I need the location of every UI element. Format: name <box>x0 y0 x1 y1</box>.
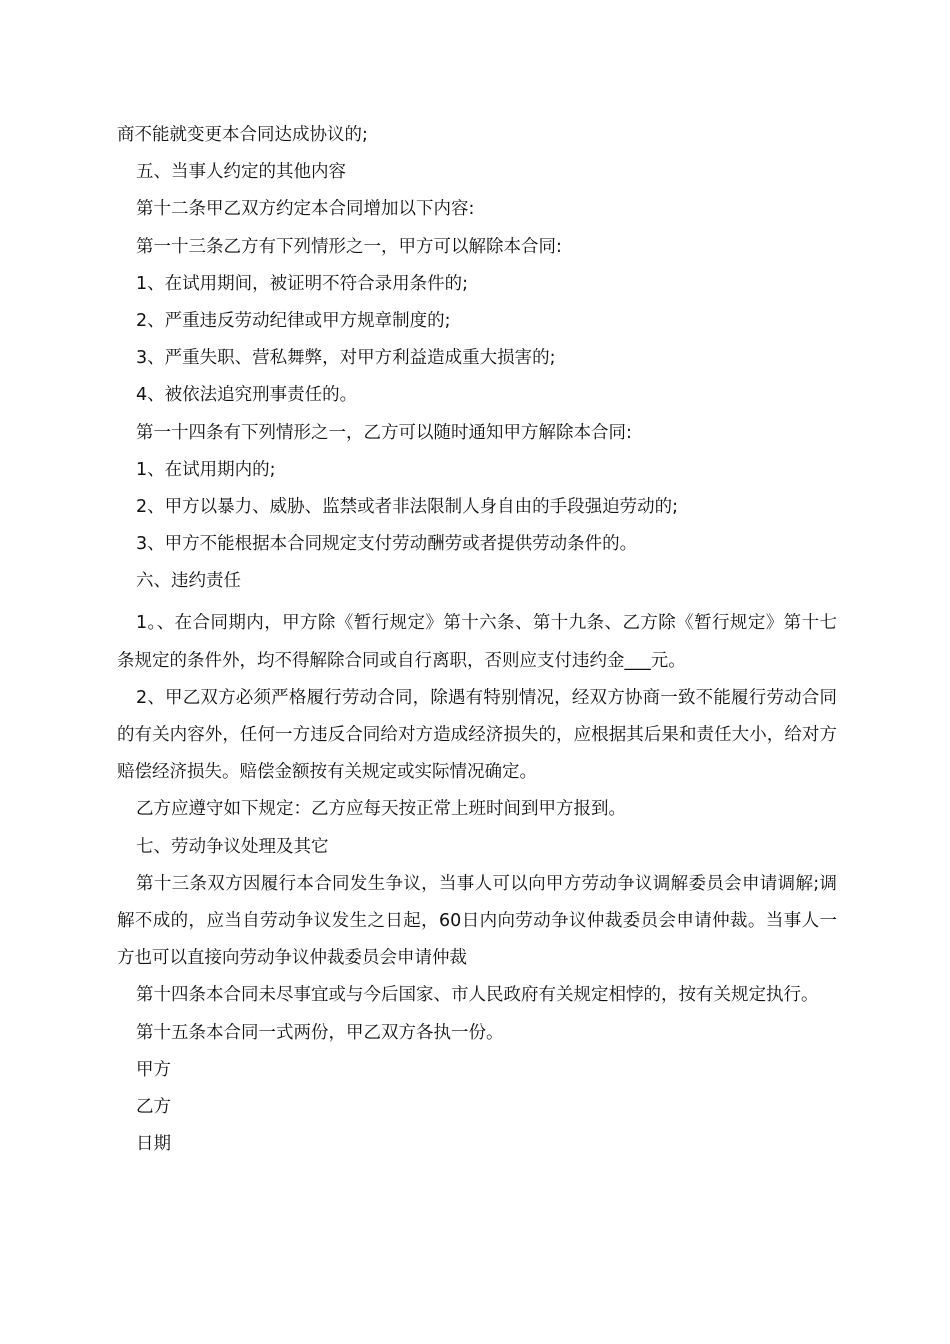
signature-party-a: 甲方 <box>136 1059 171 1080</box>
paragraph-article-13: 第一十三条乙方有下列情形之一，甲方可以解除本合同: <box>136 236 562 257</box>
list-item-14-1: 1、在试用期内的; <box>136 459 276 480</box>
list-item-13-4: 4、被依法追究刑事责任的。 <box>136 385 358 406</box>
section-heading-6: 六、违约责任 <box>136 571 241 592</box>
paragraph-breach-1: 1。、在合同期内，甲方除《暂行规定》第十六条、第十九条、乙方除《暂行规定》第十七条规定的条件外，均不得解除合同或自行离职，否则应支付违约金___元。 <box>117 613 837 671</box>
paragraph-reporting-rule: 乙方应遵守如下规定：乙方应每天按正常上班时间到甲方报到。 <box>136 799 626 820</box>
list-item-13-1: 1、在试用期间，被证明不符合录用条件的; <box>136 273 469 294</box>
paragraph-0: 商不能就变更本合同达成协议的; <box>117 125 368 145</box>
signature-party-b: 乙方 <box>136 1097 171 1118</box>
paragraph-article-15: 第十五条本合同一式两份，甲乙双方各执一份。 <box>136 1022 504 1043</box>
paragraph-article-12: 第十二条甲乙双方约定本合同增加以下内容: <box>136 199 475 220</box>
section-heading-7: 七、劳动争议处理及其它 <box>136 836 329 857</box>
paragraph-dispute-13: 第十三条双方因履行本合同发生争议，当事人可以向甲方劳动争议调解委员会申请调解;调解不成的，应当自劳动争议发生之日起，60日内向劳动争议仲裁委员会申请仲裁。当事人一方也可以直接向劳动争议仲裁委员会申请仲裁 <box>117 873 837 969</box>
paragraph-breach-2: 2、甲乙双方必须严格履行劳动合同，除遇有特别情况，经双方协商一致不能履行劳动合同的有关内容外，任何一方违反合同给对方造成经济损失的，应根据其后果和责任大小，给对方赔偿经济损失。赔偿金额按有关规定或实际情况确定。 <box>117 687 837 783</box>
paragraph-article-14: 第一十四条有下列情形之一，乙方可以随时通知甲方解除本合同: <box>136 422 632 443</box>
document-page <box>117 122 837 1163</box>
list-item-14-2: 2、甲方以暴力、威胁、监禁或者非法限制人身自由的手段强迫劳动的; <box>136 496 679 517</box>
section-heading-5: 五、当事人约定的其他内容 <box>136 162 346 183</box>
list-item-13-2: 2、严重违反劳动纪律或甲方规章制度的; <box>136 310 451 331</box>
paragraph-article-14b: 第十四条本合同未尽事宜或与今后国家、市人民政府有关规定相悖的，按有关规定执行。 <box>136 985 819 1006</box>
signature-date: 日期 <box>136 1134 171 1155</box>
list-item-14-3: 3、甲方不能根据本合同规定支付劳动酬劳或者提供劳动条件的。 <box>136 534 638 555</box>
list-item-13-3: 3、严重失职、营私舞弊，对甲方利益造成重大损害的; <box>136 348 556 369</box>
